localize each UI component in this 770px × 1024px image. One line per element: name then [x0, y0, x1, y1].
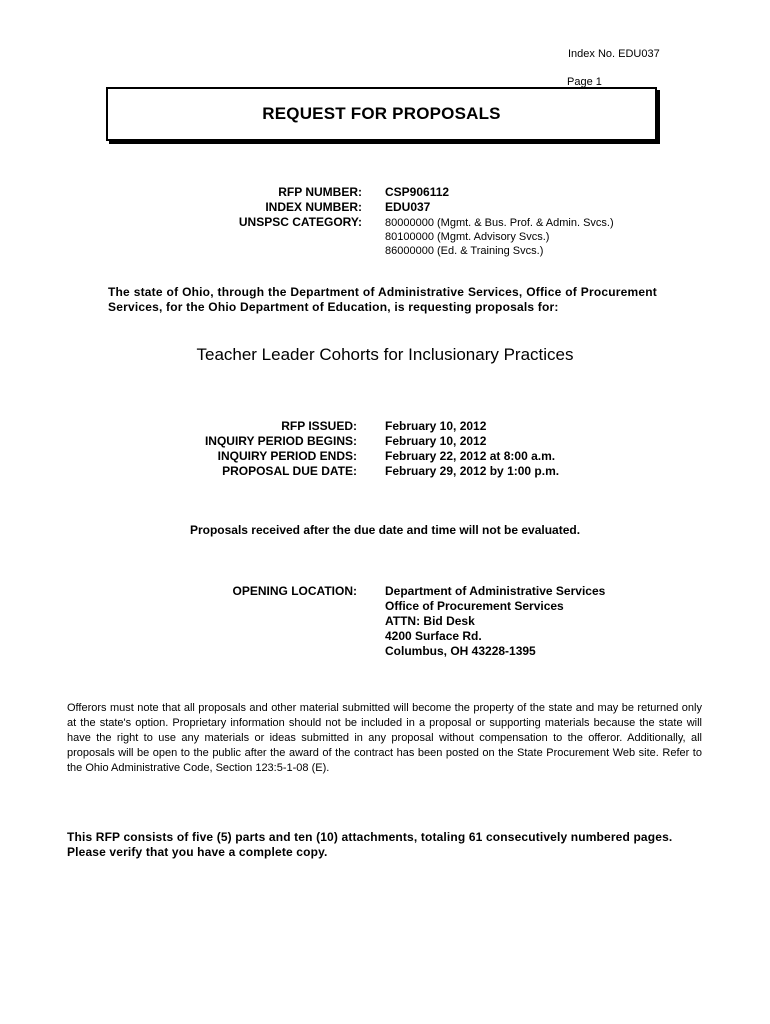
address-line: Department of Administrative Services [385, 584, 606, 598]
document-title: REQUEST FOR PROPOSALS [262, 104, 501, 123]
proprietary-notice-paragraph: Offerors must note that all proposals and other material submitted will become the property of the state and may be returned only at the state's option. Proprietary information should not be included in a proposal or supporting materials because the state will have the right to use any materials or ideas submitted in any proposal without compensation to the offeror. Additionally, all proposals will be open to the public after the award of the contract has been posted on the State Procurement Web site. Refer to the Ohio Administrative Code, Section 123:5-1-08 (E). [67, 702, 702, 774]
inquiry-begins-label: INQUIRY PERIOD BEGINS: [204, 434, 357, 448]
page-number: Page 1 [567, 76, 602, 88]
rfp-number-label: RFP NUMBER: [278, 185, 362, 199]
index-number-label: INDEX NUMBER: [265, 200, 362, 214]
unspsc-category-value: 86000000 (Ed. & Training Svcs.) [385, 245, 544, 257]
index-number-value: EDU037 [385, 200, 431, 214]
proposal-due-label: PROPOSAL DUE DATE: [222, 464, 357, 478]
unspsc-category-label: UNSPSC CATEGORY: [238, 215, 362, 229]
address-line: ATTN: Bid Desk [385, 614, 475, 628]
rfp-info-values [385, 185, 614, 258]
address-line: 4200 Surface Rd. [385, 629, 482, 643]
unspsc-category-value: 80100000 (Mgmt. Advisory Svcs.) [385, 231, 550, 243]
inquiry-begins-date: February 10, 2012 [385, 434, 487, 448]
intro-paragraph: The state of Ohio, through the Department of Administrative Services, Office of Procurement Services, for the Ohio Department of Education, is requesting proposals for: [108, 285, 657, 314]
rfp-issued-label: RFP ISSUED: [281, 419, 357, 433]
project-title: Teacher Leader Cohorts for Inclusionary Practices [196, 345, 574, 364]
unspsc-category-value: 80000000 (Mgmt. & Bus. Prof. & Admin. Svcs.) [385, 217, 614, 229]
title-box [106, 87, 657, 141]
rfp-issued-date: February 10, 2012 [385, 419, 487, 433]
closing-statement [67, 830, 706, 860]
rfp-info-labels [200, 185, 362, 230]
closing-line: This RFP consists of five (5) parts and ten (10) attachments, totaling 61 consecutively numbered pages. [67, 830, 673, 844]
index-number-header: Index No. EDU037 [568, 48, 660, 60]
closing-line: Please verify that you have a complete copy. [67, 845, 328, 859]
inquiry-ends-date: February 22, 2012 at 8:00 a.m. [385, 449, 556, 463]
proposal-due-date: February 29, 2012 by 1:00 p.m. [385, 464, 560, 478]
inquiry-ends-label: INQUIRY PERIOD ENDS: [217, 449, 357, 463]
rfp-number-value: CSP906112 [385, 185, 450, 199]
opening-location-label: OPENING LOCATION: [232, 584, 357, 598]
date-values [385, 419, 559, 479]
date-labels [160, 419, 357, 479]
address-line: Office of Procurement Services [385, 599, 564, 613]
late-proposal-notice: Proposals received after the due date and time will not be evaluated. [189, 523, 581, 537]
address-line: Columbus, OH 43228-1395 [385, 644, 536, 658]
opening-location-address [385, 584, 605, 659]
